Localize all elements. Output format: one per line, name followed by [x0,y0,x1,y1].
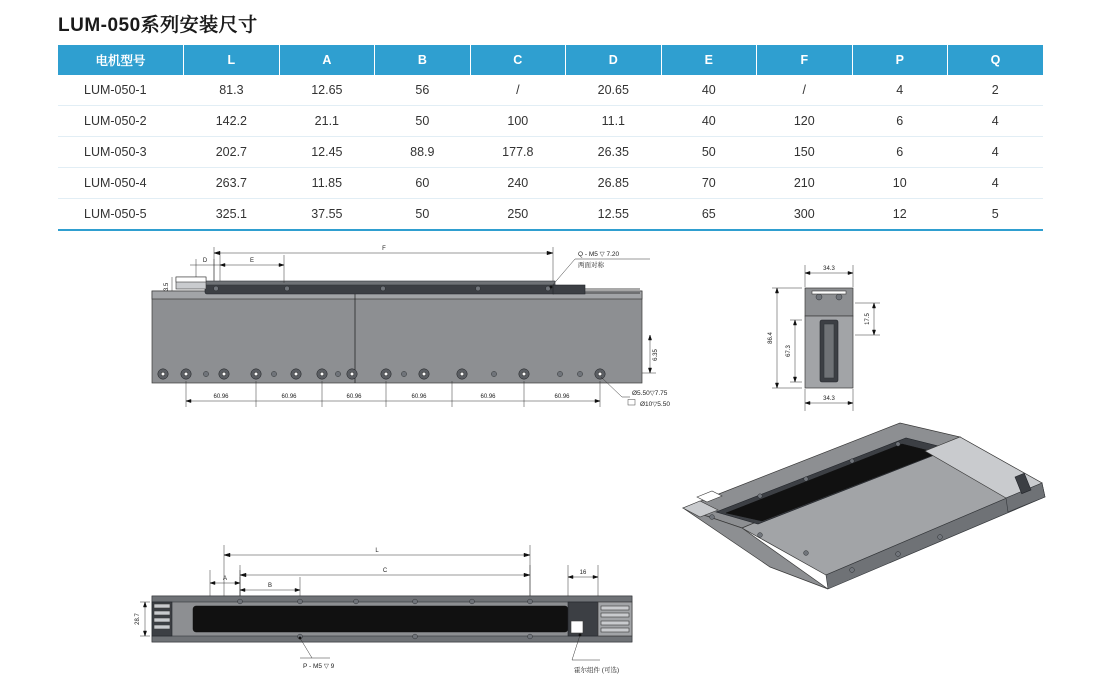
note-hole-1: Ø5.50▽7.75 [632,390,668,397]
table-cell: 12 [852,199,947,231]
table-cell: 142.2 [184,106,279,137]
table-cell-model: LUM-050-1 [58,75,184,106]
top-view-drawing [152,246,670,408]
dim-c-label: C [382,568,388,574]
dim-side-height-outer: 86.4 [768,332,774,344]
table-row [58,168,1043,199]
table-cell-model: LUM-050-3 [58,137,184,168]
table-cell: 10 [852,168,947,199]
dim-side-height-small: 17.5 [865,313,871,325]
table-body [58,75,1043,230]
isometric-view-drawing [683,423,1045,589]
table-cell: 100 [470,106,565,137]
page-title: LUM-050系列安装尺寸 [58,15,258,36]
dim-pitch-4: 60.96 [411,394,427,400]
table-cell: 150 [757,137,852,168]
dim-side-width-top: 34.3 [823,266,835,272]
table-cell: 4 [948,106,1044,137]
table-cell: 21.1 [279,106,374,137]
table-cell: 56 [375,75,470,106]
table-cell: 26.35 [566,137,661,168]
dim-pitch-5: 60.96 [480,394,496,400]
drawings-svg [0,225,1100,692]
table-cell: 250 [470,199,565,231]
table-cell: 5 [948,199,1044,231]
note-thread-q: Q - M5 ▽ 7.20 [578,251,620,258]
dim-d-label: D [202,258,208,264]
dim-pitch-1: 60.96 [213,394,229,400]
table-cell: 202.7 [184,137,279,168]
table-cell: 4 [852,75,947,106]
table-cell: 81.3 [184,75,279,106]
side-view-drawing [768,265,880,411]
table-cell: 177.8 [470,137,565,168]
table-row [58,137,1043,168]
note-thread-p: P - M5 ▽ 9 [303,663,335,670]
front-view-drawing [135,545,632,674]
table-cell: / [470,75,565,106]
table-cell: 4 [948,168,1044,199]
dim-a-label: A [222,576,228,582]
table-cell: 40 [661,75,756,106]
table-cell: 11.85 [279,168,374,199]
table-cell: 50 [661,137,756,168]
table-cell: 240 [470,168,565,199]
table-header-cell: C [470,45,565,75]
table-cell: 263.7 [184,168,279,199]
table-cell: 6 [852,106,947,137]
table-cell: 120 [757,106,852,137]
table-cell: 37.55 [279,199,374,231]
table-header-row [58,45,1043,75]
dim-side-width-bottom: 34.3 [823,396,835,402]
table-cell: 88.9 [375,137,470,168]
pitch-dimension-chain [186,381,600,407]
dim-l-label: L [375,548,379,554]
table-cell: 11.1 [566,106,661,137]
table-header-cell: B [375,45,470,75]
table-cell: 50 [375,199,470,231]
table-header-cell: Q [948,45,1044,75]
note-thread-q-sub: 两面对称 [578,262,604,269]
table-cell: 300 [757,199,852,231]
table-cell: 40 [661,106,756,137]
table-cell: 60 [375,168,470,199]
table-row [58,75,1043,106]
note-hall-component: 霍尔组件 (可选) [574,667,620,674]
table-header [58,45,1043,75]
technical-drawings [0,225,1100,692]
table-cell: 26.85 [566,168,661,199]
table-cell: 12.55 [566,199,661,231]
table-cell: / [757,75,852,106]
dim-pitch-6: 60.96 [554,394,570,400]
table-header-cell: A [279,45,374,75]
dim-pitch-2: 60.96 [281,394,297,400]
dim-e-label: E [249,258,255,264]
table-cell: 325.1 [184,199,279,231]
table-cell: 12.65 [279,75,374,106]
table-header-cell: E [661,45,756,75]
dim-pitch-3: 60.96 [346,394,362,400]
table-cell: 20.65 [566,75,661,106]
table-cell: 70 [661,168,756,199]
dim-side-height-inner: 67.3 [786,345,792,357]
dim-b-label: B [267,583,273,589]
dimensions-table [58,45,1043,231]
note-hole-2: Ø10▽5.50 [640,401,670,408]
table-header-cell: F [757,45,852,75]
table-cell-model: LUM-050-5 [58,199,184,231]
dimensions-table-wrapper [58,45,1043,231]
dim-3-5-label: 3.5 [164,282,170,292]
table-row [58,106,1043,137]
table-cell: 12.45 [279,137,374,168]
table-cell-model: LUM-050-2 [58,106,184,137]
table-header-cell: P [852,45,947,75]
table-cell: 65 [661,199,756,231]
table-header-cell: 电机型号 [58,45,184,75]
dim-6-35-label: 6.35 [653,349,659,361]
table-cell: 210 [757,168,852,199]
dim-16-label: 16 [579,570,587,576]
table-cell: 4 [948,137,1044,168]
table-cell-model: LUM-050-4 [58,168,184,199]
dim-28-7-label: 28.7 [135,613,141,625]
table-header-cell: L [184,45,279,75]
dim-f-label: F [382,246,386,252]
table-cell: 6 [852,137,947,168]
table-header-cell: D [566,45,661,75]
table-cell: 50 [375,106,470,137]
table-cell: 2 [948,75,1044,106]
